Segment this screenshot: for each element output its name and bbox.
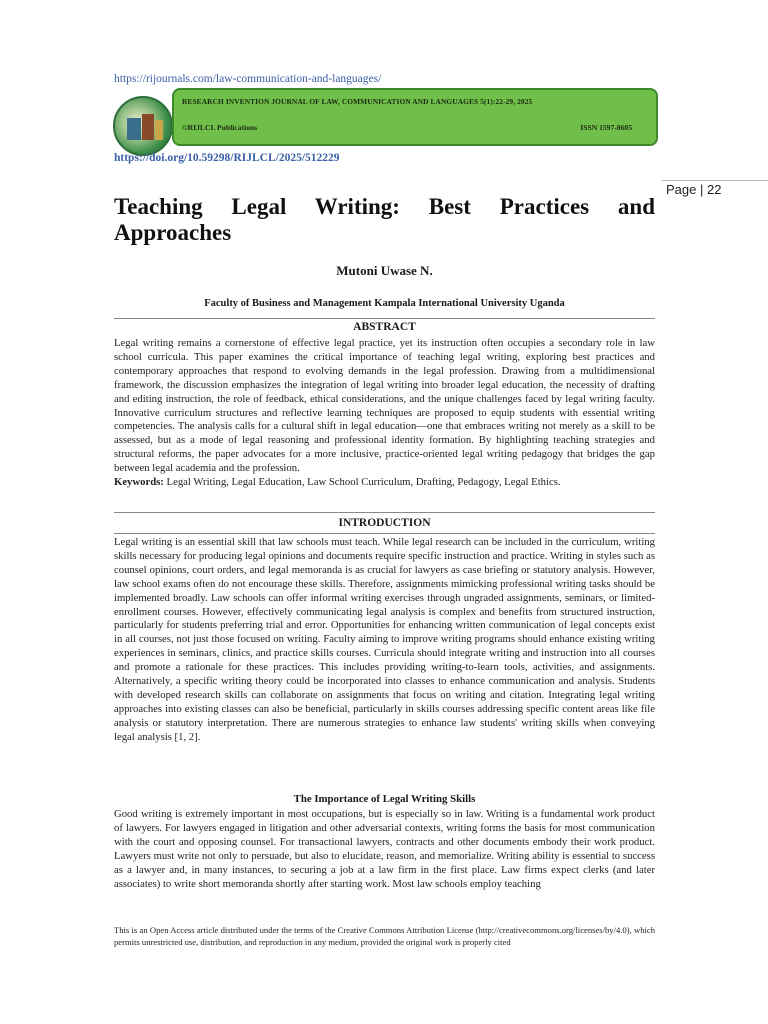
journal-url[interactable]: https://rijournals.com/law-communication-and-languages/ [114, 73, 382, 85]
issn: ISSN 1597-8605 [580, 123, 632, 132]
divider [114, 512, 655, 513]
article-title: Teaching Legal Writing: Best Practices and Approaches [114, 194, 655, 245]
introduction-heading: INTRODUCTION [338, 517, 431, 529]
license-footer: This is an Open Access article distributed under the terms of the Creative Commons Attribution License (http://creativecommons.org/licenses/by/4.0), which permits unrestricted use, distribution, and reproduction in any medium, provided the original work is properly cited [114, 925, 655, 947]
journal-banner [172, 88, 658, 146]
divider [114, 318, 655, 319]
affiliation: Faculty of Business and Management Kampala International University Uganda [204, 298, 565, 309]
page-number-rule [662, 180, 768, 181]
page-number: Page | 22 [666, 182, 722, 197]
publisher: ©RIJLCL Publications [182, 123, 258, 132]
divider [114, 533, 655, 534]
abstract-body: Legal writing remains a cornerstone of effective legal practice, yet its instruction often occupies a secondary role in law school curricula. This paper examines the critical importance of teaching legal writing, exploring best practices and contemporary approaches that respond to evolving demands in the legal profession. Drawing from a multidimensional framework, the discussion emphasizes the integration of legal writing into broader legal education, the necessity of drafting and editing instruction, the role of feedback, ethical considerations, and the unique challenges faced by legal writing faculty. Innovative curriculum structures and reflective learning techniques are proposed to equip students with essential writing competencies. The analysis calls for a cultural shift in legal education—one that embraces writing not merely as a skill to be assessed, but as a mode of legal reasoning and professional identity formation. By highlighting teaching strategies and structural reforms, the paper advocates for a more inclusive, practice-oriented legal writing pedagogy that bridges the gap between legal academia and the profession. [114, 337, 655, 475]
keywords: Legal Writing, Legal Education, Law School Curriculum, Drafting, Pedagogy, Legal Ethics. [163, 476, 561, 489]
section-text: Good writing is extremely important in most occupations, but is especially so in law. Writing is a fundamental work product of lawyers. For lawyers engaged in litigation and other adversarial contexts, writing forms the basis for most communication with the court and opposing counsel. For transactional lawyers, contracts and other documents embody their work product. Lawyers must write not only to persuade, but also to elucidate, reason, and memorialize. Writing ability is essential to success as a lawyer and, in many instances, to securing a job at a law firm in the first place. Law firms expect clerks (and later associates) to write short memoranda shortly after starting work. Most law schools employ teaching [114, 808, 655, 890]
section-heading: The Importance of Legal Writing Skills [293, 793, 476, 805]
journal-name: RESEARCH INVENTION JOURNAL OF LAW, COMMUNICATION AND LANGUAGES 5(1):22-29, 2025 [182, 97, 533, 106]
introduction-text: Legal writing is an essential skill that law schools must teach. While legal research can be included in the curriculum, writing skills necessary for producing legal opinions and documents require specific instruction and practice. Writing in styles such as counsel opinions, court orders, and legal memoranda is as crucial for lawyers as case briefing or statutory analysis. However, law school exams often do not encourage these skills. Therefore, assignments mimicking professional writing tasks should be implemented broadly. Law schools can offer informal writing exercises through ungraded assignments, seminars, or limited-enrollment courses. However, effectively communicating legal analysis is complex and benefits from structured instruction, particularly for students preferring trial and error. Opportunities for enhancing written communication of legal concepts exist in all courses, not just those focused on writing. Faculty aiming to improve writing programs should enhance existing writing experiences in seminars, clinics, and practice skills courses. Curricula should integrate writing and instruction into all courses and promote a rationale for these practices. This includes providing writing-to-learn tools, activities, and assignments. Alternatively, a specific writing theory could be incorporated into classes to enhance communication and analysis. Students with developed research skills can collaborate on assignments that focus on writing and citation. Integrating legal writing approaches into existing classes can also be beneficial, particularly in skills courses addressing specific content areas like file analysis or statutory interpretation. There are numerous strategies to enhance law students' writing skills when conveying legal analysis [1, 2]. [114, 536, 655, 743]
keywords-label: Keywords: [114, 476, 164, 489]
abstract-text [114, 337, 655, 490]
doi-link[interactable]: https://doi.org/10.59298/RIJLCL/2025/512229 [114, 152, 340, 164]
author: Mutoni Uwase N. [336, 263, 433, 278]
abstract-heading: ABSTRACT [353, 321, 416, 333]
journal-logo-icon [113, 96, 173, 156]
